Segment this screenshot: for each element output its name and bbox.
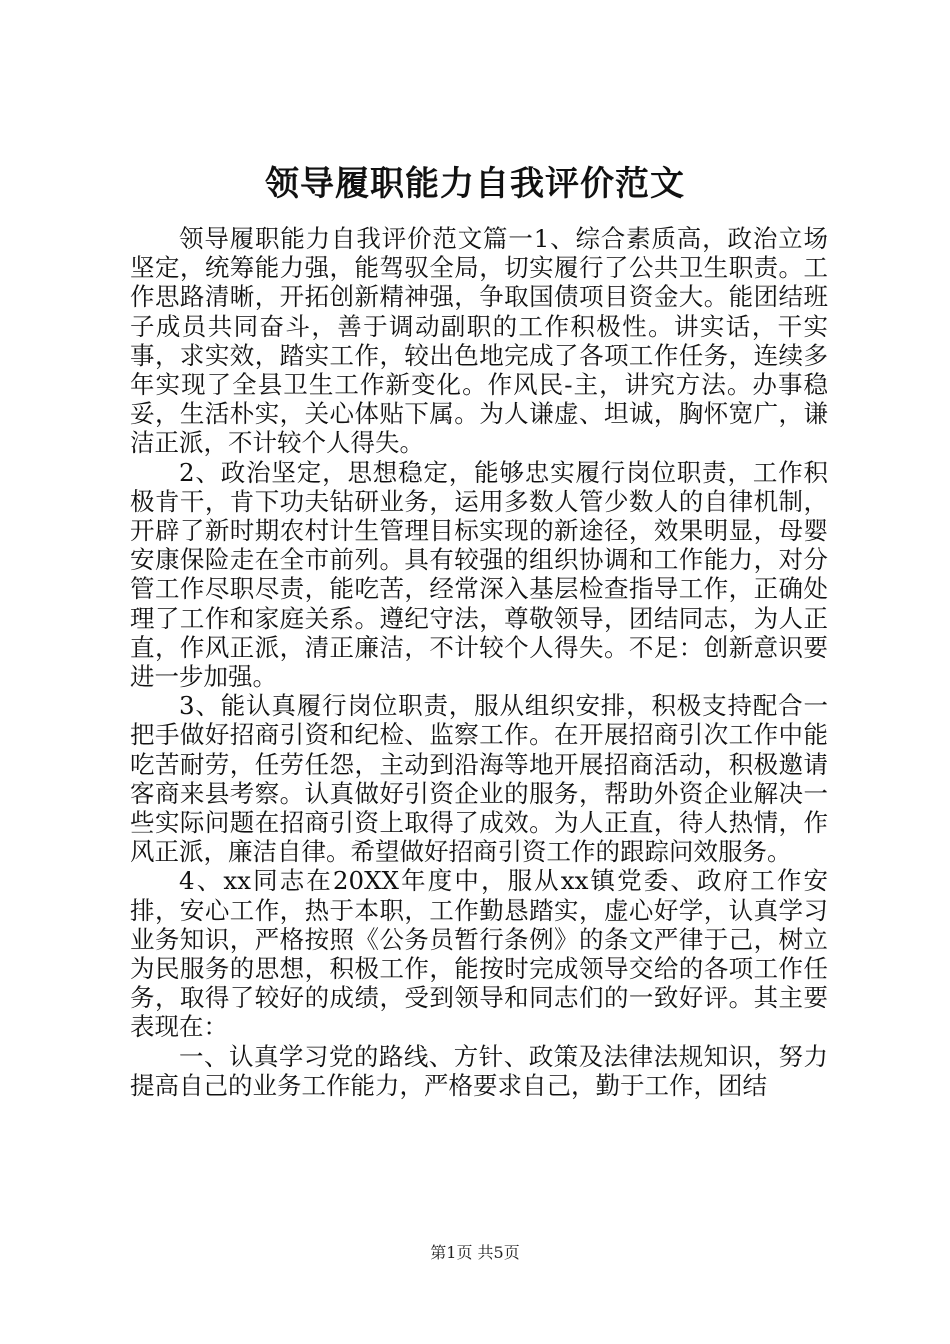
document-body	[130, 224, 828, 1100]
paragraph-5: 一、认真学习党的路线、方针、政策及法律法规知识，努力提高自己的业务工作能力，严格要求自己，勤于工作，团结	[130, 1041, 828, 1100]
document-title: 领导履职能力自我评价范文	[265, 164, 685, 204]
paragraph-1: 领导履职能力自我评价范文篇一1、综合素质高，政治立场坚定，统筹能力强，能驾驭全局，切实履行了公共卫生职责。工作思路清晰，开拓创新精神强，争取国债项目资金大。能团结班子成员共同奋斗，善于调动副职的工作积极性。讲实话，干实事，求实效，踏实工作，较出色地完成了各项工作任务，连续多年实现了全县卫生工作新变化。作风民-主，讲究方法。办事稳妥，生活朴实，关心体贴下属。为人谦虚、坦诚，胸怀宽广，谦洁正派，不计较个人得失。	[130, 224, 828, 458]
paragraph-3: 3、能认真履行岗位职责，服从组织安排，积极支持配合一把手做好招商引资和纪检、监察工作。在开展招商引次工作中能吃苦耐劳，任劳任怨，主动到沿海等地开展招商活动，积极邀请客商来县考察。认真做好引资企业的服务，帮助外资企业解决一些实际问题在招商引资上取得了成效。为人正直，待人热情，作风正派，廉洁自律。希望做好招商引资工作的跟踪问效服务。	[130, 691, 828, 867]
page-number-footer: 第1页 共5页	[430, 1243, 520, 1262]
paragraph-2: 2、政治坚定，思想稳定，能够忠实履行岗位职责，工作积极肯干，肯下功夫钻研业务，运用多数人管少数人的自律机制，开辟了新时期农村计生管理目标实现的新途径，效果明显，母婴安康保险走在全市前列。具有较强的组织协调和工作能力，对分管工作尽职尽责，能吃苦，经常深入基层检查指导工作，正确处理了工作和家庭关系。遵纪守法，尊敬领导，团结同志，为人正直，作风正派，清正廉洁，不计较个人得失。不足：创新意识要进一步加强。	[130, 457, 828, 692]
paragraph-4: 4、xx同志在20XX年度中，服从xx镇党委、政府工作安排，安心工作，热于本职，工作勤恳踏实，虚心好学，认真学习业务知识，严格按照《公务员暂行条例》的条文严律于己，树立为民服务的思想，积极工作，能按时完成领导交给的各项工作任务，取得了较好的成绩，受到领导和同志们的一致好评。其主要表现在：	[130, 866, 828, 1042]
